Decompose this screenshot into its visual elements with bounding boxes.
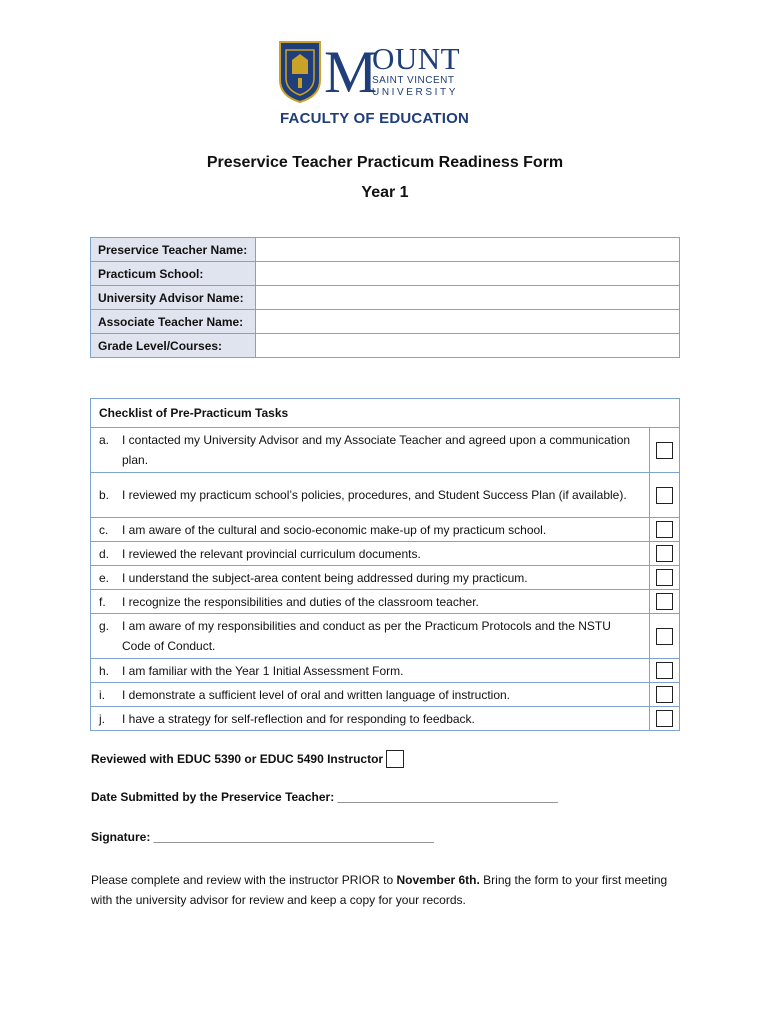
item-letter: e. (99, 570, 110, 585)
reviewed-checkbox[interactable] (386, 750, 404, 768)
checkbox[interactable] (656, 442, 673, 459)
info-row (91, 286, 680, 310)
note-deadline: November 6th. (396, 873, 480, 887)
info-row (91, 310, 680, 334)
info-label: Grade Level/Courses: (91, 334, 256, 358)
checkbox[interactable] (656, 593, 673, 610)
checkbox[interactable] (656, 710, 673, 727)
form-title: Preservice Teacher Practicum Readiness Form (206, 154, 564, 171)
logo-university: UNIVERSITY (372, 87, 459, 98)
checkbox[interactable] (656, 545, 673, 562)
logo-saint-vincent: SAINT VINCENT (372, 75, 455, 86)
checklist-row (91, 428, 680, 473)
associate-teacher-name-field[interactable] (256, 310, 680, 334)
checklist-row (91, 683, 680, 707)
info-row (91, 262, 680, 286)
item-letter: i. (99, 687, 105, 702)
info-row (91, 238, 680, 262)
item-letter: h. (99, 663, 110, 678)
checklist-row (91, 542, 680, 566)
grade-level-courses-field[interactable] (256, 334, 680, 358)
checklist-heading: Checklist of Pre-Practicum Tasks (91, 399, 680, 428)
teacher-info-table (90, 237, 680, 358)
reviewed-label: Reviewed with EDUC 5390 or EDUC 5490 Instructor (91, 752, 384, 766)
checklist-row (91, 518, 680, 542)
reviewed-with-instructor (91, 750, 404, 768)
item-text: I have a strategy for self-reflection and for responding to feedback. (122, 711, 475, 726)
checkbox[interactable] (656, 628, 673, 645)
checkbox[interactable] (656, 662, 673, 679)
date-submitted-field[interactable]: Date Submitted by the Preservice Teacher: _________________________________ (91, 790, 558, 804)
checkbox[interactable] (656, 686, 673, 703)
info-label: University Advisor Name: (91, 286, 256, 310)
info-label: Practicum School: (91, 262, 256, 286)
checkbox[interactable] (656, 521, 673, 538)
checkbox[interactable] (656, 569, 673, 586)
checklist-row (91, 659, 680, 683)
item-text: I understand the subject-area content being addressed during my practicum. (122, 570, 528, 585)
university-logo (278, 40, 473, 132)
checkbox[interactable] (656, 487, 673, 504)
faculty-name: FACULTY OF EDUCATION (280, 110, 469, 127)
form-subtitle: Year 1 (361, 184, 409, 201)
checklist-table (90, 398, 680, 731)
preservice-teacher-name-field[interactable] (256, 238, 680, 262)
logo-word-ount: OUNT (372, 41, 461, 76)
item-text: I am aware of my responsibilities and conduct as per the Practicum Protocols and the NSTU Code of Conduct. (122, 619, 611, 653)
item-letter: a. (99, 433, 110, 447)
item-letter: b. (99, 488, 110, 502)
item-text: I recognize the responsibilities and duties of the classroom teacher. (122, 594, 479, 609)
note-text-rest: Bring the form to your first meeting with the university advisor for review and keep a copy for your records. (91, 873, 668, 907)
university-advisor-name-field[interactable] (256, 286, 680, 310)
checklist-row (91, 614, 680, 659)
instructions-note (91, 870, 691, 910)
signature-field[interactable]: Signature: __________________________________________ (91, 830, 434, 844)
info-row (91, 334, 680, 358)
item-letter: f. (99, 594, 106, 609)
checklist-row (91, 566, 680, 590)
item-letter: c. (99, 522, 109, 537)
item-text: I demonstrate a sufficient level of oral and written language of instruction. (122, 687, 511, 702)
item-text: I am familiar with the Year 1 Initial Assessment Form. (122, 663, 404, 678)
item-text: I contacted my University Advisor and my Associate Teacher and agreed upon a communication plan. (122, 433, 631, 467)
info-label: Preservice Teacher Name: (91, 238, 256, 262)
checklist-row (91, 707, 680, 731)
logo-letter-m: M (324, 39, 378, 105)
checklist-row (91, 473, 680, 518)
practicum-school-field[interactable] (256, 262, 680, 286)
note-text: Please complete and review with the instructor PRIOR to (91, 873, 397, 887)
item-letter: j. (99, 711, 105, 726)
item-letter: g. (99, 619, 110, 633)
info-label: Associate Teacher Name: (91, 310, 256, 334)
item-text: I reviewed the relevant provincial curriculum documents. (122, 546, 421, 561)
item-text: I reviewed my practicum school’s policies, procedures, and Student Success Plan (if available). (122, 488, 627, 502)
item-letter: d. (99, 546, 110, 561)
crest-icon (278, 40, 322, 104)
item-text: I am aware of the cultural and socio-economic make-up of my practicum school. (122, 522, 547, 537)
checklist-row (91, 590, 680, 614)
